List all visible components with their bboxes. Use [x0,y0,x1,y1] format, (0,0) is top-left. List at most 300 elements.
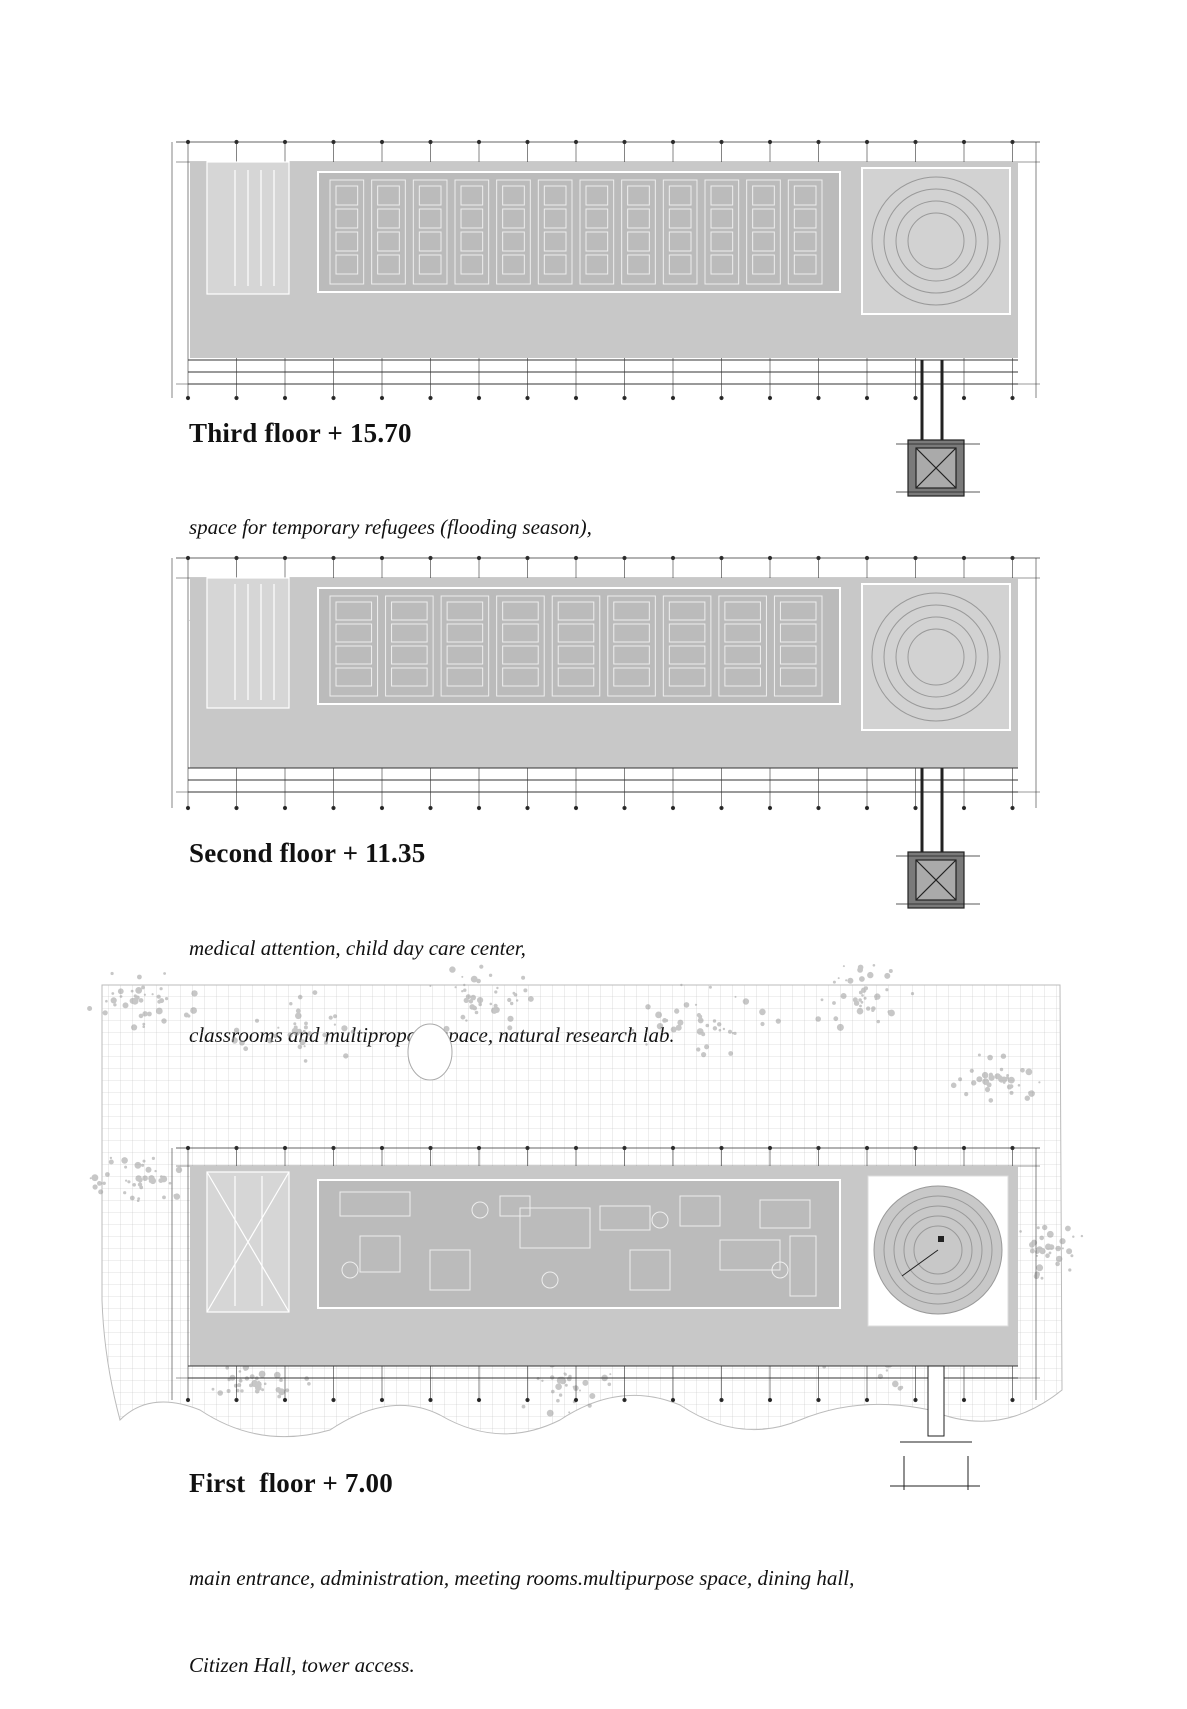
foliage-dot [134,994,137,997]
foliage-dot [243,1046,248,1051]
foliage-dot [249,1384,253,1388]
foliage-dot [491,1007,498,1014]
foliage-dot [273,1034,278,1039]
foliage-dot [680,984,682,986]
foliage-dot [728,1051,733,1056]
foliage-dot [1026,1069,1033,1076]
foliage-dot [709,986,712,989]
grid-node [720,1398,723,1401]
foliage-dot [298,1030,300,1032]
foliage-dot [1041,1277,1044,1280]
foliage-dot [255,1381,261,1387]
grid-node [477,1398,480,1401]
foliage-dot [477,997,483,1003]
foliage-dot [87,1006,92,1011]
staircase-icon [207,1172,289,1312]
foliage-dot [141,1164,144,1167]
foliage-dot [723,1028,725,1030]
foliage-dot [329,1016,333,1020]
foliage-dot [843,965,845,967]
foliage-dot [111,992,114,995]
foliage-dot [713,1019,716,1022]
foliage-dot [892,1381,899,1388]
foliage-dot [1025,1096,1030,1101]
foliage-dot [1034,1274,1040,1280]
foliage-dot [138,1178,143,1183]
foliage-dot [555,1383,562,1390]
foliage-dot [144,994,146,996]
foliage-dot [989,1073,993,1077]
foliage-dot [713,1026,717,1030]
foliage-dot [662,1018,667,1023]
foliage-dot [154,1170,156,1172]
foliage-dot [212,1388,215,1391]
foliage-dot [449,966,455,972]
foliage-dot [494,1004,498,1008]
foliage-dot [1045,1244,1052,1251]
foliage-dot [157,995,161,999]
foliage-dot [303,1030,306,1033]
foliage-dot [304,1025,308,1029]
second-floor-line-1: medical attention, child day care center, [189,936,526,960]
foliage-dot [987,1055,993,1061]
foliage-dot [148,1175,155,1182]
grid-node [671,1398,674,1401]
foliage-dot [461,1015,466,1020]
grid-node [380,1398,383,1401]
third-floor-title: Third floor + 15.70 [189,418,412,448]
foliage-dot [288,1032,293,1037]
foliage-dot [162,1196,166,1200]
foliage-dot [971,1080,976,1085]
foliage-dot [292,1028,299,1035]
foliage-dot [859,976,865,982]
foliage-dot [1062,1247,1064,1249]
foliage-dot [717,1022,721,1026]
foliage-dot [333,1014,337,1018]
foliage-dot [557,1378,563,1384]
foliage-dot [657,1023,663,1029]
foliage-dot [704,1044,709,1049]
foliage-dot [231,1037,237,1043]
foliage-dot [130,1196,135,1201]
grid-node [332,1398,335,1401]
foliage-dot [152,993,154,995]
foliage-dot [142,1011,147,1016]
foliage-dot [609,1373,611,1375]
foliage-dot [97,1181,102,1186]
foliage-dot [142,1175,148,1181]
foliage-dot [239,1379,243,1383]
foliage-dot [142,1025,145,1028]
second-floor-title: Second floor + 11.35 [189,838,426,868]
foliage-dot [324,1041,328,1045]
foliage-dot [875,998,877,1000]
foliage-dot [259,1371,266,1378]
foliage-dot [507,1025,512,1030]
foliage-dot [494,990,497,993]
foliage-dot [496,987,498,989]
foliage-dot [289,1002,292,1005]
foliage-dot [1056,1256,1062,1262]
foliage-dot [513,992,516,995]
foliage-dot [121,1157,128,1164]
foliage-dot [304,1376,309,1381]
foliage-dot [985,1075,988,1078]
foliage-dot [1037,1226,1040,1229]
foliage-dot [837,1024,844,1031]
foliage-dot [728,1030,732,1034]
first-floor-line-2: Citizen Hall, tower access. [189,1653,415,1677]
foliage-dot [279,1378,283,1382]
foliage-dot [345,1027,348,1030]
foliage-dot [429,985,431,987]
foliage-dot [776,1019,781,1024]
foliage-dot [142,1023,145,1026]
foliage-dot [970,1069,974,1073]
foliage-dot [551,1390,555,1394]
foliage-dot [239,1040,245,1046]
foliage-dot [159,998,164,1003]
foliage-dot [523,988,527,992]
foliage-dot [674,1009,679,1014]
grid-node [914,1398,917,1401]
foliage-dot [976,1076,982,1082]
foliage-dot [885,988,888,991]
foliage-dot [138,1182,142,1186]
foliage-dot [190,1007,197,1014]
foliage-dot [295,1013,302,1020]
foliage-dot [1081,1235,1083,1237]
foliage-dot [351,1030,355,1034]
foliage-dot [146,1167,152,1173]
foliage-dot [964,1092,968,1096]
foliage-dot [161,1018,166,1023]
foliage-dot [465,1019,467,1021]
foliage-dot [176,1167,182,1173]
foliage-dot [833,1016,838,1021]
foliage-dot [861,1001,864,1004]
foliage-dot [285,1388,289,1392]
foliage-dot [267,1038,273,1044]
grid-node [962,1398,965,1401]
foliage-dot [1018,1084,1021,1087]
foliage-dot [113,1003,116,1006]
foliage-dot [472,1006,477,1011]
foliage-dot [861,988,866,993]
foliage-dot [478,1003,482,1007]
foliage-dot [978,1054,981,1057]
foliage-dot [255,1019,259,1023]
foliage-dot [858,965,864,971]
foliage-dot [463,984,465,986]
foliage-dot [889,969,893,973]
foliage-dot [989,1098,994,1103]
foliage-dot [1036,1255,1038,1257]
foliage-dot [476,979,481,984]
grid-node [865,1398,868,1401]
foliage-dot [1039,1248,1045,1254]
foliage-dot [1036,1264,1043,1271]
foliage-dot [1055,1262,1060,1267]
foliage-dot [1019,1230,1022,1233]
foliage-dot [841,993,847,999]
foliage-dot [227,1389,231,1393]
foliage-dot [998,1075,1002,1079]
foliage-dot [479,965,483,969]
foliage-dot [152,1157,155,1160]
foliage-dot [645,1043,647,1045]
foliage-dot [645,1004,650,1009]
foliage-dot [277,1027,279,1029]
foliage-dot [507,1016,513,1022]
foliage-dot [110,1157,112,1159]
foliage-dot [156,1008,163,1015]
first-floor-description [189,1506,854,1709]
foliage-dot [137,1199,140,1202]
grid-node [768,1398,771,1401]
foliage-dot [109,1160,114,1165]
foliage-dot [293,1022,296,1025]
foliage-dot [120,995,123,998]
foliage-dot [160,987,163,990]
foliage-dot [550,1375,554,1379]
interior-core [318,1180,840,1308]
foliage-dot [867,972,873,978]
foliage-dot [815,1016,821,1022]
foliage-dot [567,1377,572,1382]
foliage-dot [847,978,853,984]
foliage-dot [313,990,318,995]
foliage-dot [1007,1084,1012,1089]
foliage-dot [838,977,840,979]
foliage-dot [588,1404,592,1408]
foliage-dot [706,1024,710,1028]
foliage-dot [461,976,463,978]
foliage-dot [732,1032,734,1034]
foliage-dot [871,1009,874,1012]
foliage-dot [559,1393,562,1396]
foliage-dot [832,1001,836,1005]
grid-node [623,1398,626,1401]
foliage-dot [632,1029,635,1032]
foliage-dot [985,1087,990,1092]
grid-node [526,1398,529,1401]
foliage-dot [239,1370,242,1373]
pond [408,1024,452,1080]
foliage-dot [255,1389,260,1394]
foliage-dot [105,1000,108,1003]
foliage-dot [1068,1268,1071,1271]
foliage-dot [490,1003,493,1006]
foliage-dot [697,1028,704,1035]
foliage-dot [516,999,518,1001]
foliage-dot [298,995,303,1000]
foliage-dot [296,1009,301,1014]
foliage-dot [165,997,168,1000]
foliage-dot [103,1010,108,1015]
foliage-dot [1065,1226,1071,1232]
foliage-dot [455,986,457,988]
foliage-dot [244,1367,248,1371]
grid-node [186,1398,189,1401]
foliage-dot [261,1388,264,1391]
foliage-dot [163,972,166,975]
foliage-dot [123,1002,129,1008]
foliage-dot [92,1174,99,1181]
foliage-dot [187,1014,190,1017]
foliage-dot [982,1078,989,1085]
foliage-dot [1030,1249,1035,1254]
foliage-dot [1055,1246,1061,1252]
first-floor-line-1: main entrance, administration, meeting rooms.multipurpose space, dining hall, [189,1566,855,1590]
foliage-dot [522,1405,526,1409]
third-floor-line-1: space for temporary refugees (flooding season), [189,515,592,539]
grid-node [283,1398,286,1401]
foliage-dot [1066,1248,1072,1254]
foliage-dot [701,1052,706,1057]
foliage-dot [864,997,867,1000]
foliage-dot [131,1024,137,1030]
circular-hall-icon [868,1176,1008,1326]
foliage-dot [1070,1254,1073,1257]
foliage-dot [169,1182,172,1185]
foliage-dot [135,1162,142,1169]
foliage-dot [1001,1054,1006,1059]
foliage-dot [1059,1238,1065,1244]
foliage-dot [98,1189,103,1194]
foliage-dot [568,1411,570,1413]
foliage-dot [1008,1078,1011,1081]
grid-node [429,1398,432,1401]
grid-node [235,1398,238,1401]
foliage-dot [158,1178,163,1183]
foliage-dot [743,998,749,1004]
foliage-dot [589,1393,595,1399]
foliage-dot [510,1002,513,1005]
foliage-dot [608,1383,612,1387]
foliage-dot [866,1006,870,1010]
foliage-dot [719,1029,722,1032]
foliage-dot [898,1386,903,1391]
first-floor-title: First floor + 7.00 [189,1468,393,1498]
foliage-dot [1044,1226,1047,1229]
foliage-dot [582,1380,588,1386]
foliage-dot [90,1177,92,1179]
foliage-dot [859,1005,862,1008]
foliage-dot [298,1045,303,1050]
foliage-dot [105,1172,110,1177]
foliage-dot [278,1388,285,1395]
foliage-dot [695,1004,697,1006]
foliage-dot [93,1184,98,1189]
foliage-dot [334,1024,336,1026]
foliage-dot [565,1384,568,1387]
foliage-dot [1020,1068,1025,1073]
foliage-dot [308,1031,312,1035]
foliage-dot [1010,1091,1014,1095]
foliage-dot [123,1191,126,1194]
foliage-dot [111,972,114,975]
foliage-dot [234,1028,239,1033]
foliage-dot [951,1083,957,1089]
foliage-dot [684,1002,690,1008]
foliage-dot [528,996,534,1002]
foliage-dot [888,1010,895,1017]
foliage-dot [489,974,492,977]
foliage-dot [307,1382,311,1386]
foliage-dot [469,999,473,1003]
foliage-dot [877,1020,880,1023]
foliage-dot [911,992,914,995]
foliage-dot [234,1384,238,1388]
foliage-dot [127,1180,130,1183]
foliage-dot [759,1009,766,1016]
foliage-dot [304,1045,306,1047]
foliage-dot [855,999,858,1002]
foliage-dot [277,1395,281,1399]
foliage-dot [884,973,890,979]
foliage-dot [821,998,824,1001]
foliage-dot [139,998,144,1003]
foliage-dot [130,998,136,1004]
foliage-dot [304,1059,308,1063]
foliage-dot [240,1389,243,1392]
foliage-dot [547,1410,554,1417]
foliage-dot [735,996,737,998]
foliage-dot [1000,1068,1003,1071]
foliage-dot [135,987,142,994]
foliage-dot [1047,1231,1054,1238]
foliage-dot [1045,1253,1050,1258]
foliage-dot [343,1053,348,1058]
foliage-dot [671,1027,677,1033]
foliage-dot [700,1019,702,1021]
foliage-dot [958,1077,962,1081]
foliage-dot [237,1383,241,1387]
foliage-dot [225,1366,229,1370]
foliage-dot [873,964,876,967]
foliage-dot [760,1022,764,1026]
foliage-dot [564,1373,567,1376]
grid-node [817,1398,820,1401]
foliage-dot [677,1020,683,1026]
foliage-dot [118,988,124,994]
foliage-dot [833,981,836,984]
foliage-dot [861,994,864,997]
foliage-dot [475,1011,479,1015]
foliage-dot [521,976,525,980]
foliage-dot [322,1033,326,1037]
grid-node [1011,1398,1014,1401]
foliage-dot [655,1012,662,1019]
foliage-dot [132,1183,136,1187]
foliage-dot [579,1390,581,1392]
foliage-dot [463,989,466,992]
foliage-dot [1049,1252,1052,1255]
foliage-dot [191,990,197,996]
foliage-dot [556,1399,560,1403]
foliage-dot [1028,1090,1035,1097]
foliage-dot [304,1022,308,1026]
foliage-dot [886,1369,888,1371]
foliage-dot [131,990,134,993]
foliage-dot [217,1390,223,1396]
foliage-dot [174,1193,180,1199]
foliage-dot [466,994,471,999]
foliage-dot [103,1182,106,1185]
foliage-dot [143,1160,146,1163]
